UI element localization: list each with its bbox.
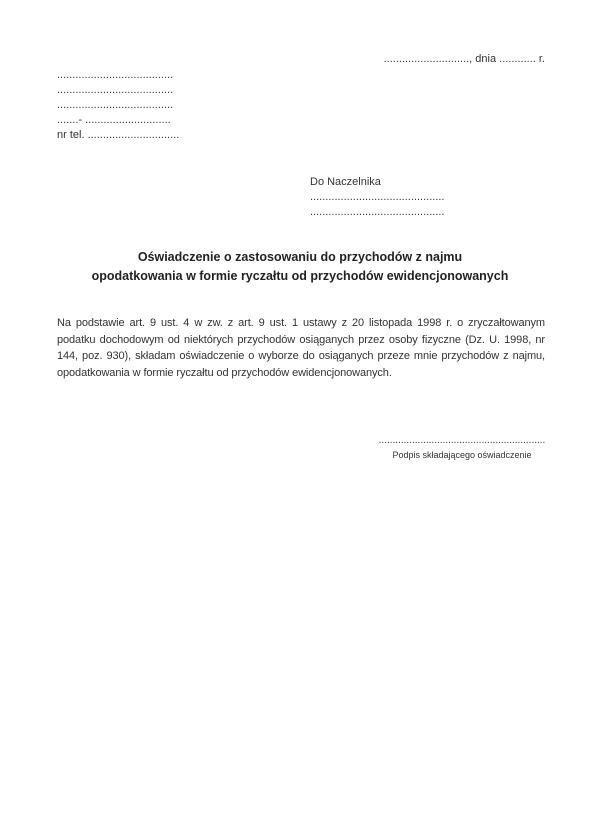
signature-caption: Podpis składającego oświadczenie — [392, 450, 532, 460]
recipient-line: ............................................ — [310, 206, 445, 218]
document-title-line: Oświadczenie o zastosowaniu do przychodów z najmu — [137, 250, 463, 264]
body-paragraph: Na podstawie art. 9 ust. 4 w zw. z art. 9 ust. 1 ustawy z 20 listopada 1998 r. o zryczałtowanym podatku dochodowym od niektórych przychodów osiąganych przez osoby fizyczne (Dz. U. 1998, nr 144, poz. 930), składam oświadczenie o wyborze do osiąganych przeze mnie przychodów z najmu, opodatkowania w formie ryczałtu od przychodów ewidencjonowanych. — [57, 317, 545, 379]
sender-postal-line: .......- ............................ — [57, 114, 171, 126]
document-title — [0, 248, 600, 286]
sender-line: ...................................... — [57, 99, 174, 111]
sender-phone-line: nr tel. .............................. — [57, 129, 180, 141]
recipient-label: Do Naczelnika — [310, 176, 381, 188]
sender-block — [57, 68, 179, 143]
date-line: ............................, dnia ............ r. — [383, 53, 545, 65]
signature-block — [378, 436, 546, 461]
sender-line: ...................................... — [57, 69, 174, 81]
recipient-line: ............................................ — [310, 191, 445, 203]
recipient-block — [310, 175, 444, 220]
signature-line: ............................................................ — [378, 436, 546, 446]
sender-line: ...................................... — [57, 84, 174, 96]
document-title-line: opodatkowania w formie ryczałtu od przychodów ewidencjonowanych — [91, 269, 509, 283]
